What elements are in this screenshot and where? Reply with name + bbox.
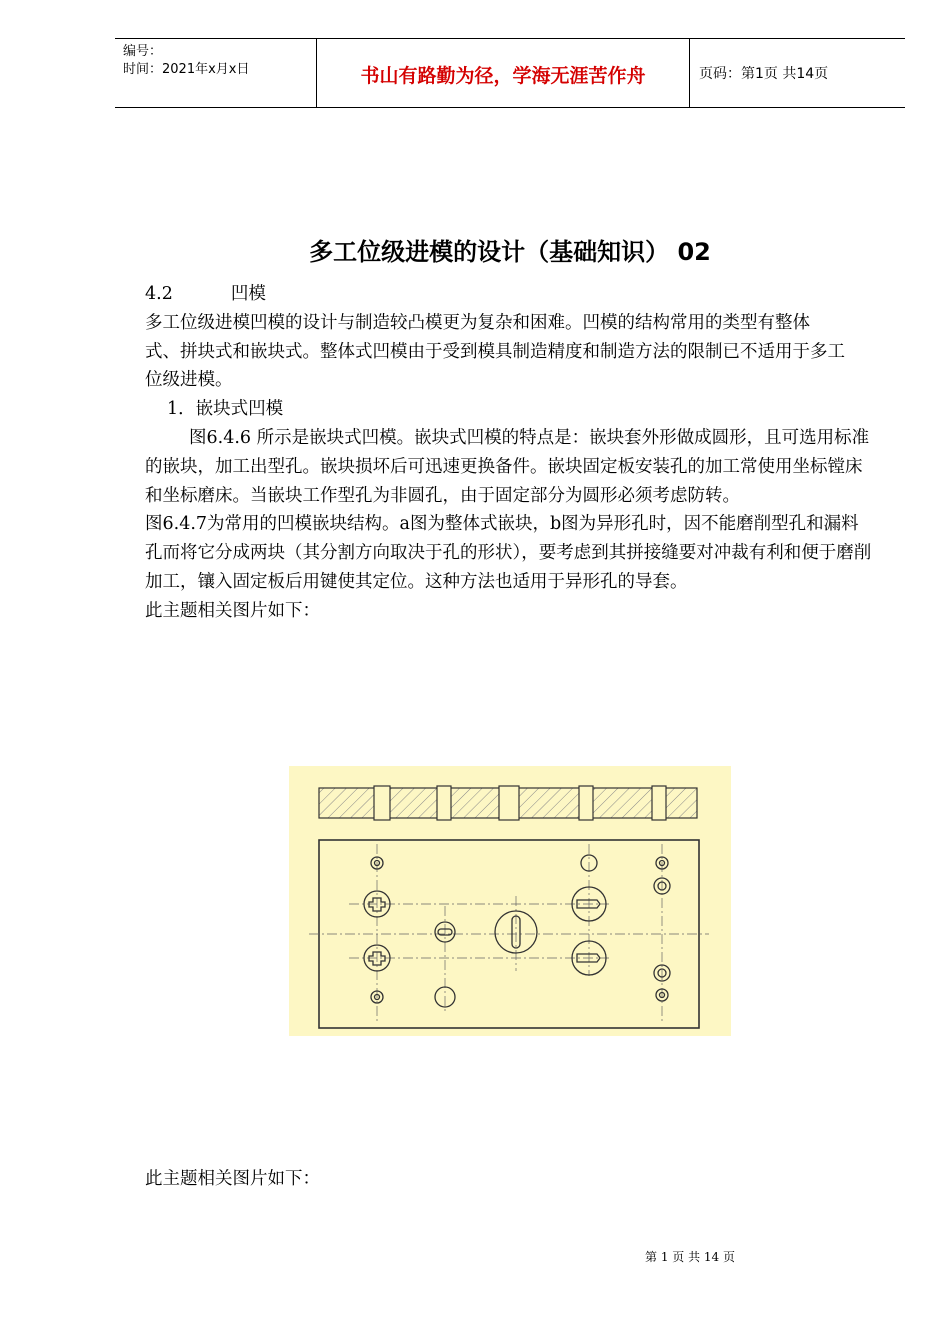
- paragraph: 位级进模。: [145, 370, 233, 391]
- section-heading: [145, 280, 875, 309]
- figure-caption: 此主题相关图片如下：: [145, 600, 320, 621]
- header-meta: [123, 43, 249, 79]
- paragraph: 图6.4.6 所示是嵌块式凹模。嵌块式凹模的特点是：嵌块套外形做成圆形，且可选用标准的嵌块，加工出型孔。嵌块损坏后可迅速更换备件。嵌块固定板安装孔的加工常使用坐标镗床和坐标磨床。当嵌块工作型孔为非圆孔，由于固定部分为圆形必须考虑防转。: [145, 427, 870, 506]
- time-label: 时间：2021年x月x日: [123, 62, 250, 77]
- number-label: 编号：: [123, 44, 163, 59]
- section-name: 凹模: [230, 284, 266, 304]
- die-insert-figure: [289, 766, 731, 1036]
- page-header: [115, 38, 905, 108]
- paragraph: 图6.4.7为常用的凹模嵌块结构。a图为整体式嵌块，b图为异形孔时，因不能磨削型孔和漏料孔而将它分成两块（其分割方向取决于孔的形状），要考虑到其拼接缝要对冲裁有利和便于磨削加工，镶入固定板后用键使其定位。这种方法也适用于异形孔的导套。: [145, 514, 872, 592]
- document-body: [145, 280, 875, 626]
- paragraph: 式、拼块式和嵌块式。整体式凹模由于受到模具制造精度和制造方法的限制已不适用于多工: [145, 341, 845, 362]
- header-divider: [689, 39, 690, 107]
- document-title: 多工位级进模的设计（基础知识） 02: [309, 238, 711, 266]
- section-number: 4.2: [145, 284, 173, 304]
- header-page-info: 页码：第1页 共14页: [699, 66, 829, 82]
- die-insert-drawing: [289, 766, 731, 1036]
- paragraph: 多工位级进模凹模的设计与制造较凸模更为复杂和困难。凹模的结构常用的类型有整体: [145, 312, 810, 333]
- figure-caption-repeat: 此主题相关图片如下：: [145, 1169, 320, 1189]
- subsection-heading: 1．嵌块式凹模: [167, 399, 284, 420]
- header-motto: 书山有路勤为径，学海无涯苦作舟: [360, 65, 646, 87]
- page-footer: 第 1 页 共 14 页: [645, 1250, 735, 1264]
